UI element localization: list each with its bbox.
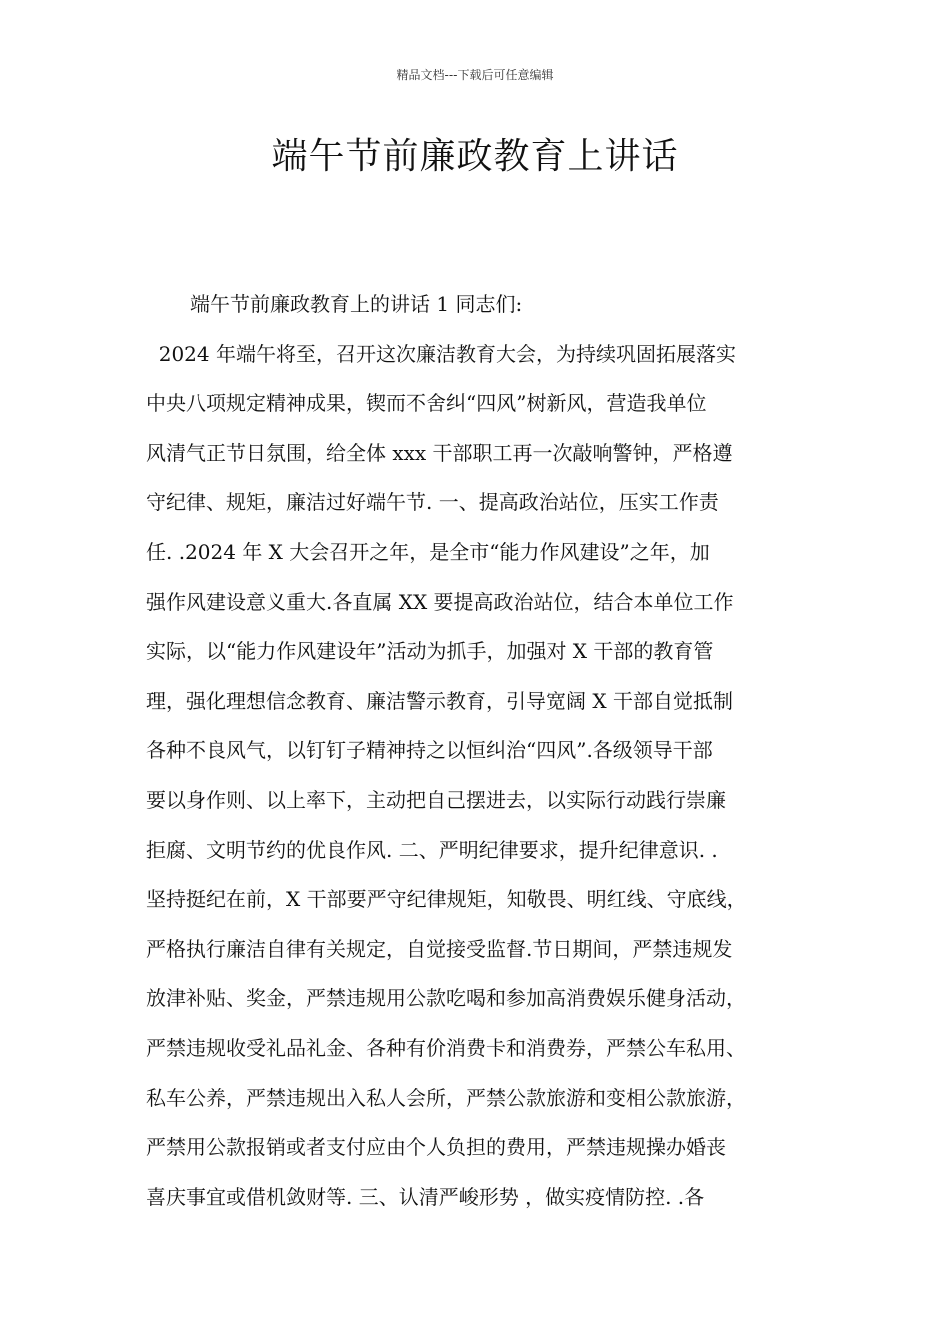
body-line: 要以身作则、以上率下，主动把自己摆进去，以实际行动践行崇廉 xyxy=(146,787,726,812)
body-line: 守纪律、规矩，廉洁过好端午节. 一、提高政治站位，压实工作责 xyxy=(146,490,719,515)
body-line: 端午节前廉政教育上的讲话 1 同志们: xyxy=(190,292,523,316)
body-line: 任. .2024 年 X 大会召开之年，是全市“能力作风建设”之年，加 xyxy=(146,539,710,564)
body-line: 风清气正节日氛围，给全体 xxx 干部职工再一次敲响警钟，严格遵 xyxy=(146,440,733,465)
body-line: 实际，以“能力作风建设年”活动为抓手，加强对 X 干部的教育管 xyxy=(146,639,714,664)
body-line: 喜庆事宜或借机敛财等. 三、认清严峻形势 ，做实疫情防控. .各 xyxy=(146,1184,705,1209)
body-line: 放津补贴、奖金，严禁违规用公款吃喝和参加高消费娱乐健身活动， xyxy=(146,986,746,1011)
body-line: 严禁违规收受礼品礼金、各种有价消费卡和消费券，严禁公车私用、 xyxy=(146,1035,746,1060)
body-line: 各种不良风气，以钉钉子精神持之以恒纠治“四风”.各级领导干部 xyxy=(146,738,713,763)
body-line: 拒腐、文明节约的优良作风. 二、严明纪律要求，提升纪律意识. . xyxy=(146,837,718,862)
body-line: 中央八项规定精神成果，锲而不舍纠“四风”树新风，营造我单位 xyxy=(146,391,707,416)
body-line: 私车公养，严禁违规出入私人会所，严禁公款旅游和变相公款旅游， xyxy=(146,1085,746,1110)
body-line: 理，强化理想信念教育、廉洁警示教育，引导宽阔 X 干部自觉抵制 xyxy=(146,688,733,713)
body-line: 严格执行廉洁自律有关规定，自觉接受监督.节日期间，严禁违规发 xyxy=(146,936,733,961)
document-title: 端午节前廉政教育上讲话 xyxy=(271,136,679,177)
body-line: 坚持挺纪在前，X 干部要严守纪律规矩，知敬畏、明红线、守底线， xyxy=(146,887,747,912)
body-line: 严禁用公款报销或者支付应由个人负担的费用，严禁违规操办婚丧 xyxy=(146,1135,726,1160)
body-line: 2024 年端午将至，召开这次廉洁教育大会，为持续巩固拓展落实 xyxy=(146,341,736,366)
document-body xyxy=(146,280,821,1222)
body-line: 强作风建设意义重大.各直属 XX 要提高政治站位，结合本单位工作 xyxy=(146,589,734,614)
header-note: 精品文档---下载后可任意编辑 xyxy=(396,68,554,82)
